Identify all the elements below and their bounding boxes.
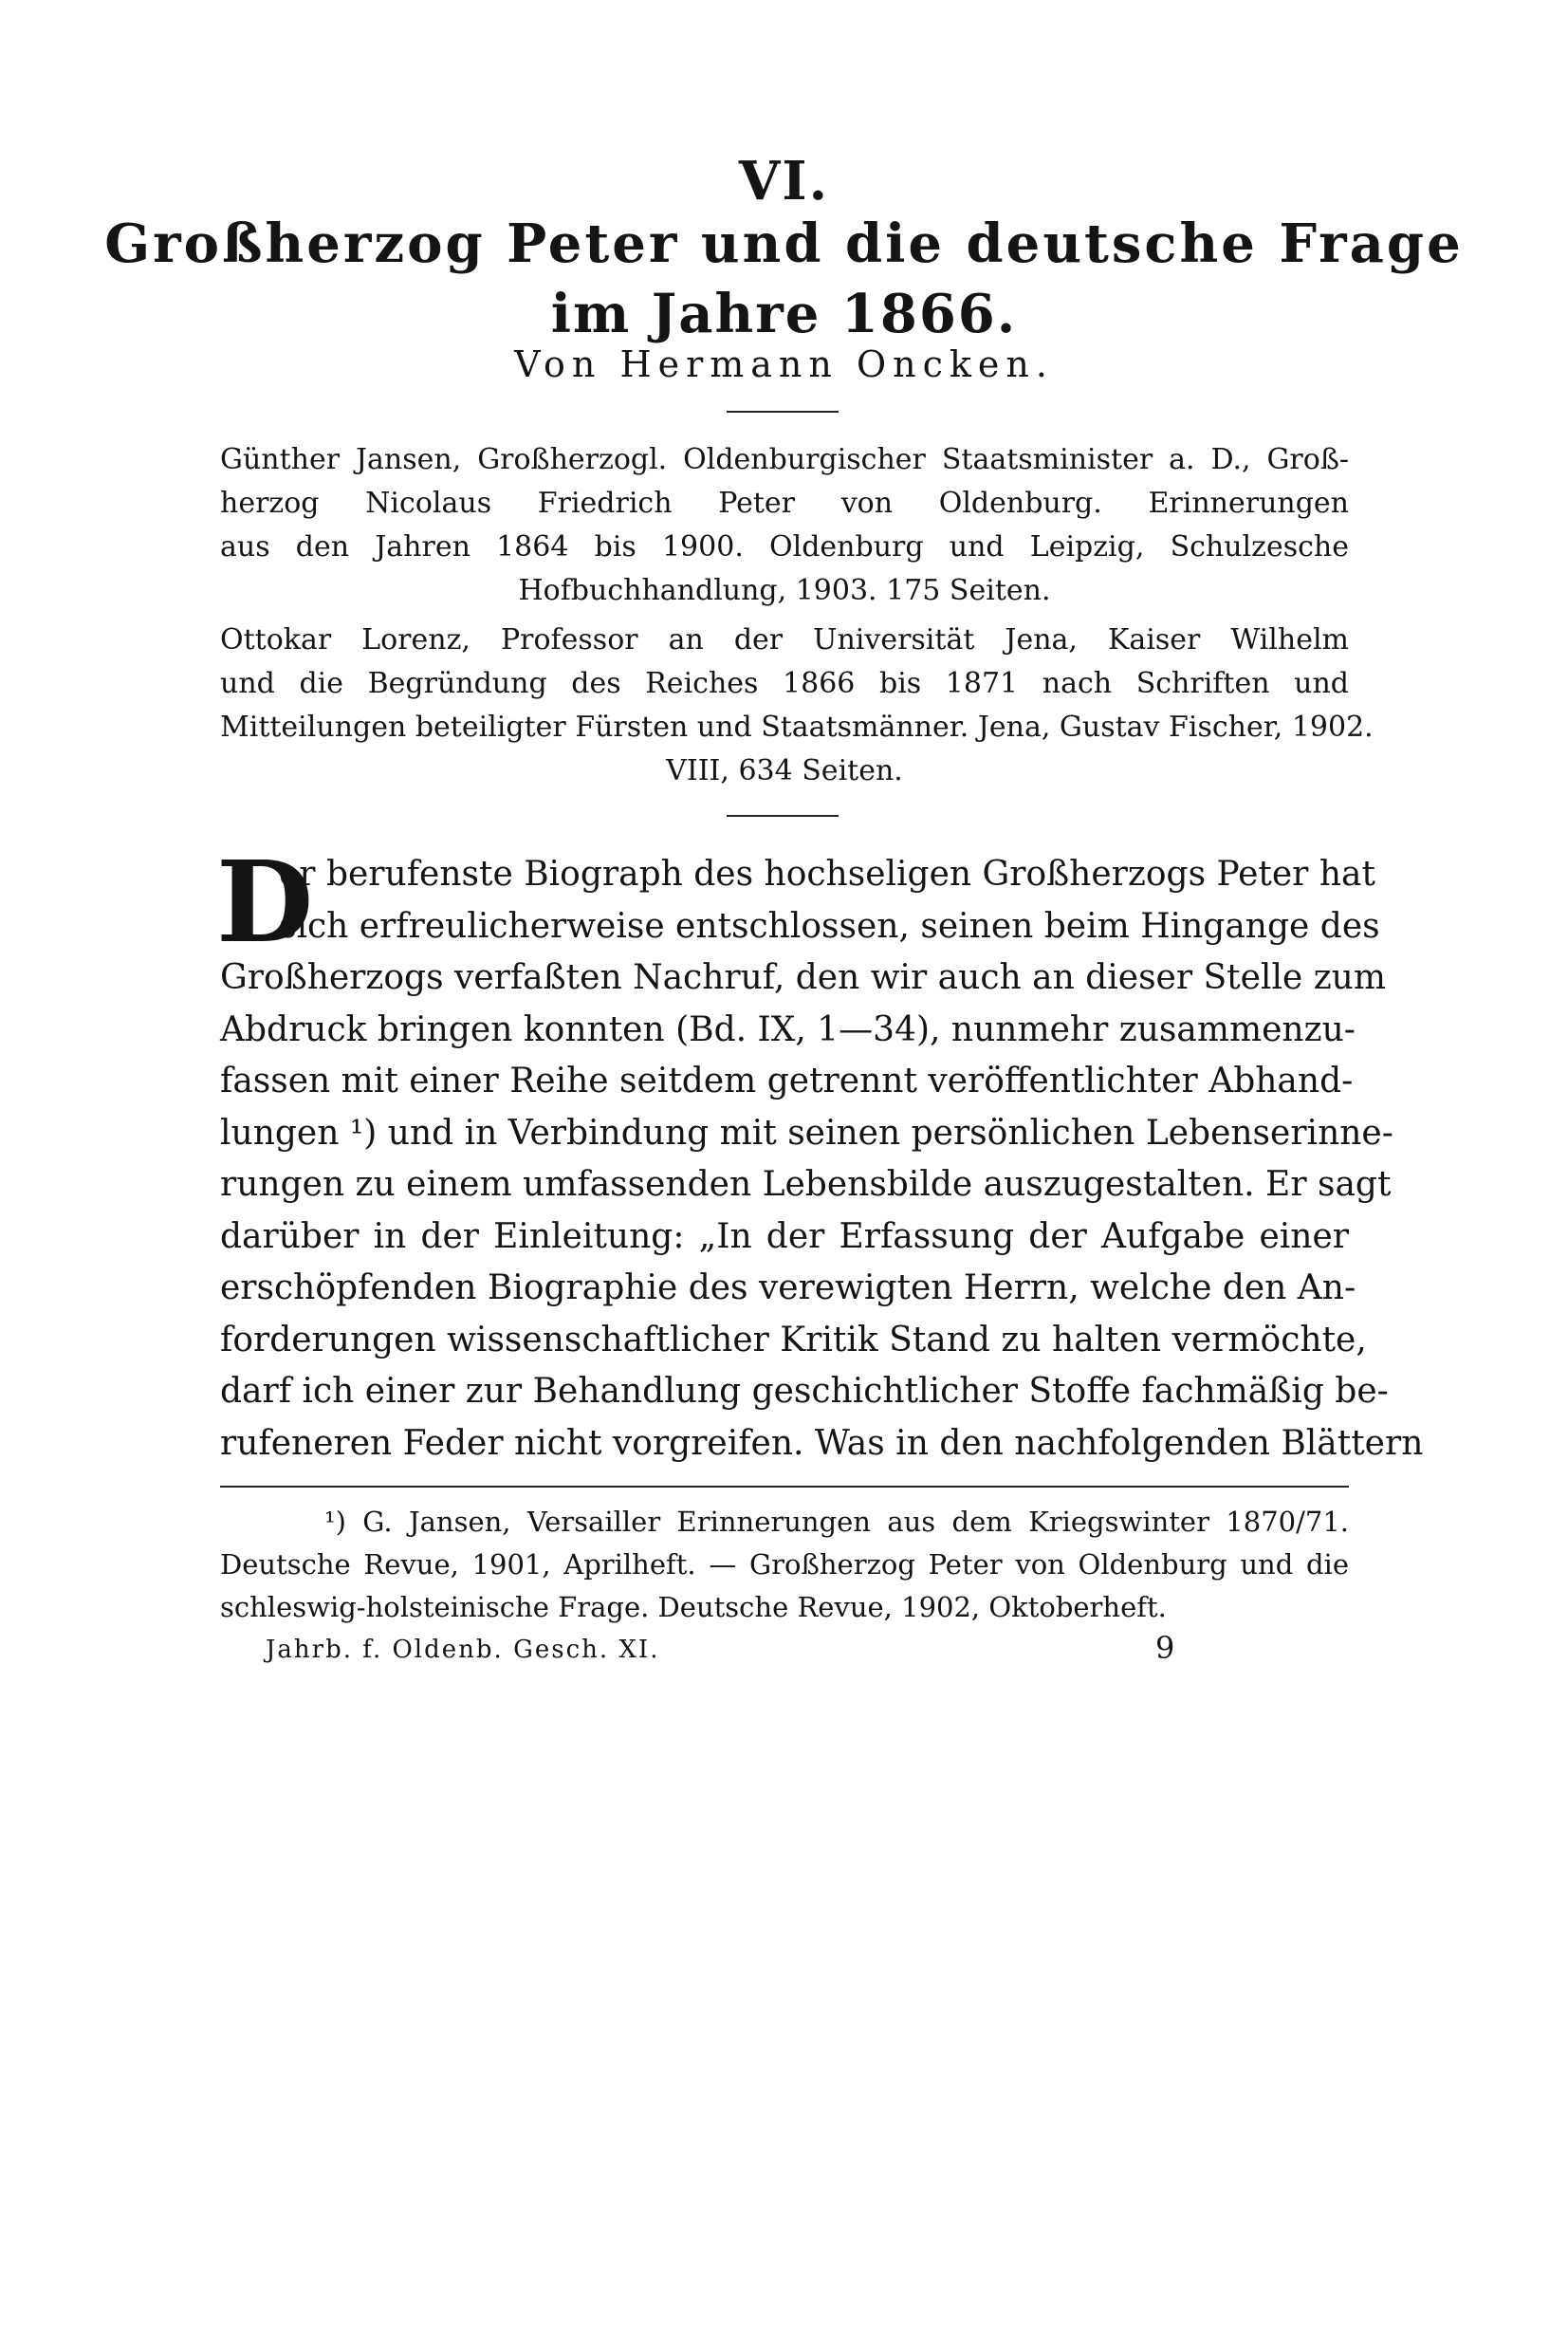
bibliography-line: Günther Jansen, Großherzogl. Oldenburgischer Staatsminister a. D., Groß- xyxy=(220,443,1349,476)
body-line: fassen mit einer Reihe seitdem getrennt veröffentlichter Abhand- xyxy=(220,1062,1354,1100)
body-line: rungen zu einem umfassenden Lebensbilde auszugestalten. Er sagt xyxy=(220,1165,1392,1204)
body-line: forderungen wissenschaftlicher Kritik Stand zu halten vermöchte, xyxy=(220,1320,1367,1359)
page-number: 9 xyxy=(1155,1630,1175,1666)
article-title-line-2: im Jahre 1866. xyxy=(550,283,1018,345)
chapter-number: VI. xyxy=(738,150,830,213)
bibliography-line: herzog Nicolaus Friedrich Peter von Oldenburg. Erinnerungen xyxy=(220,487,1349,520)
footnote-divider xyxy=(220,1486,1349,1488)
body-text xyxy=(220,849,1424,1470)
body-line: er berufenste Biograph des hochseligen Großherzogs Peter hat xyxy=(279,855,1375,894)
footnote-line: schleswig-holsteinische Frage. Deutsche Revue, 1902, Oktoberheft. xyxy=(220,1591,1167,1623)
body-line: darüber in der Einleitung: „In der Erfassung der Aufgabe einer xyxy=(220,1216,1349,1256)
body-line: lungen ¹) und in Verbindung mit seinen persönlichen Lebenserinne- xyxy=(220,1113,1393,1153)
bibliography-line: Hofbuchhandlung, 1903. 175 Seiten. xyxy=(518,574,1051,607)
drop-initial: D xyxy=(216,836,314,968)
body-line: darf ich einer zur Behandlung geschichtlicher Stoffe fachmäßig be- xyxy=(220,1372,1389,1411)
body-line: sich erfreulicherweise entschlossen, seinen beim Hingange des xyxy=(279,906,1380,946)
bibliography-line: und die Begründung des Reiches 1866 bis 1871 nach Schriften und xyxy=(220,667,1349,700)
bibliography-entry-1 xyxy=(220,438,1349,613)
article-title-line-1: Großherzog Peter und die deutsche Frage xyxy=(104,213,1464,275)
title-divider xyxy=(727,411,839,413)
body-line: Großherzogs verfaßten Nachruf, den wir auch an dieser Stelle zum xyxy=(220,958,1386,997)
bibliography-line: Mitteilungen beteiligter Fürsten und Staatsmänner. Jena, Gustav Fischer, 1902. xyxy=(220,711,1374,744)
bibliography-entry-2 xyxy=(220,619,1374,793)
footnote xyxy=(220,1501,1349,1629)
footnote-line: Deutsche Revue, 1901, Aprilheft. — Großherzog Peter von Oldenburg und die xyxy=(220,1548,1349,1581)
footnote-line: ¹) G. Jansen, Versailler Erinnerungen aus dem Kriegswinter 1870/71. xyxy=(324,1506,1349,1538)
body-line: erschöpfenden Biographie des verewigten Herrn, welche den An- xyxy=(220,1268,1356,1307)
bibliography-line: aus den Jahren 1864 bis 1900. Oldenburg und Leipzig, Schulzesche xyxy=(220,530,1349,564)
bibliography-divider xyxy=(727,815,839,817)
body-line: rufeneren Feder nicht vorgreifen. Was in den nachfolgenden Blättern xyxy=(220,1423,1424,1463)
bibliography-line: Ottokar Lorenz, Professor an der Universität Jena, Kaiser Wilhelm xyxy=(220,623,1349,656)
author-byline: Von Hermann Oncken. xyxy=(514,343,1054,385)
body-line: Abdruck bringen konnten (Bd. IX, 1—34), nunmehr zusammenzu- xyxy=(220,1009,1356,1049)
signature-mark: Jahrb. f. Oldenb. Gesch. XI. xyxy=(266,1636,660,1664)
bibliography-line: VIII, 634 Seiten. xyxy=(666,754,903,787)
